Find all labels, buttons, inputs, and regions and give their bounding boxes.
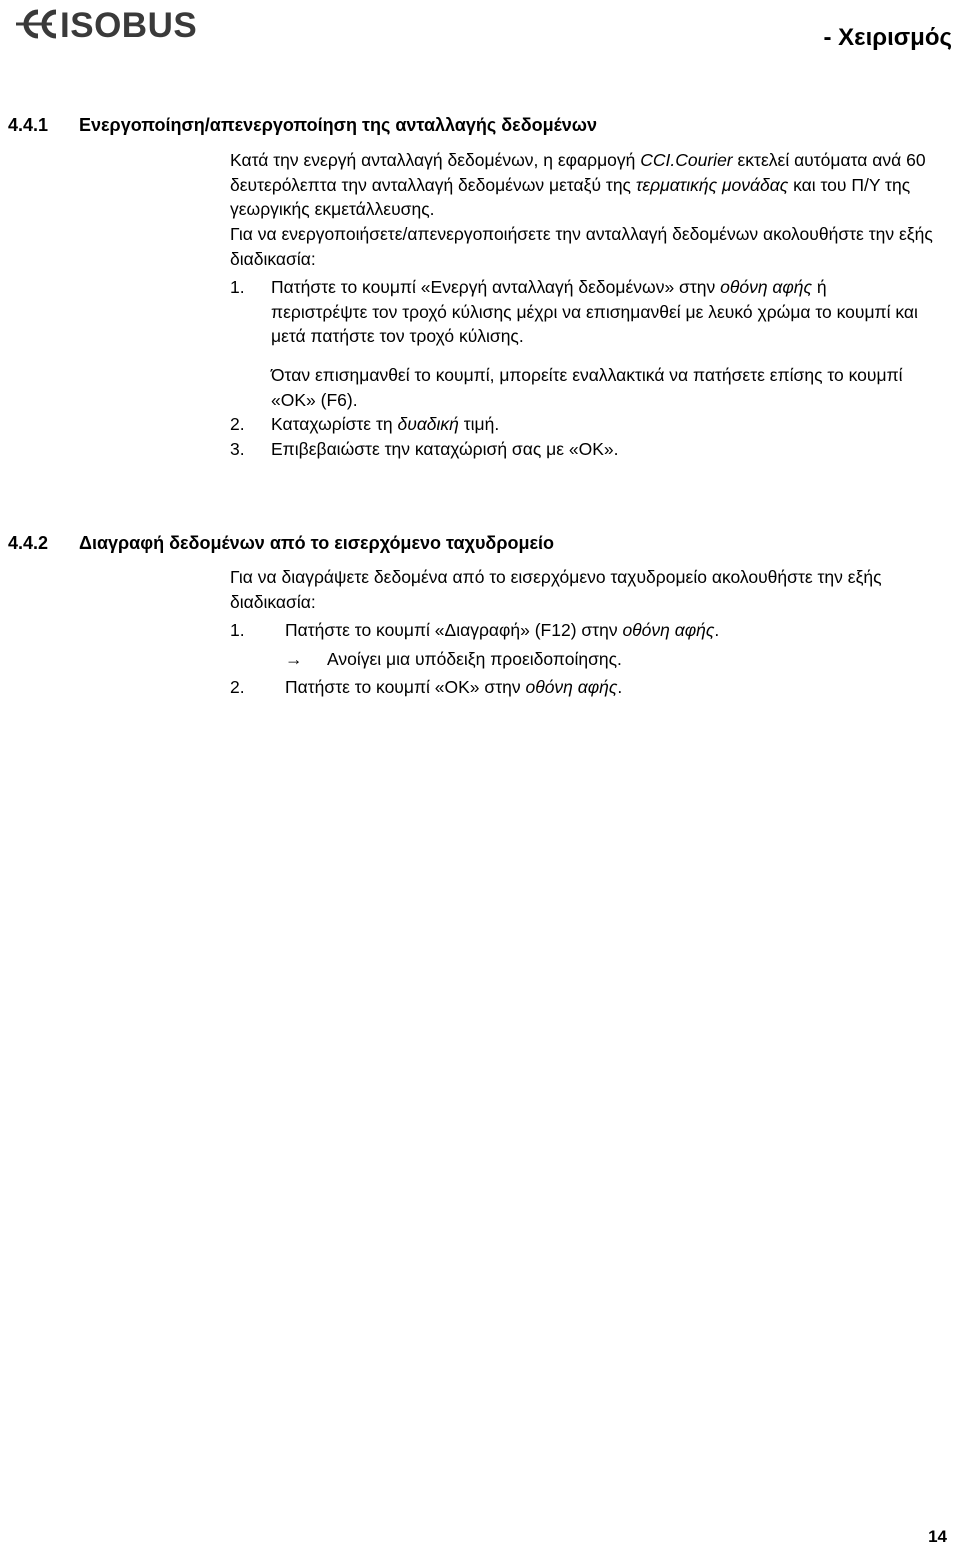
page-number: 14 xyxy=(928,1527,947,1546)
step-number: 1. xyxy=(230,620,245,640)
step-text: Πατήστε το κουμπί «OK» στην οθόνη αφής. xyxy=(285,677,623,697)
result-text: Ανοίγει μια υπόδειξη προειδοποίησης. xyxy=(327,649,622,669)
step-number: 1. xyxy=(230,277,245,297)
section-title: Ενεργοποίηση/απενεργοποίηση της ανταλλαγής δεδομένων xyxy=(79,115,597,135)
section-number: 4.4.2 xyxy=(8,533,49,553)
intro-paragraph: Κατά την ενεργή ανταλλαγή δεδομένων, η εφαρμογή CCI.Courier εκτελεί αυτόματα ανά 60 δευτερόλεπτα την ανταλλαγή δεδομένων μεταξύ της τερματικής μονάδας και του Π/Υ της γεωργικής εκμετάλλευσης. xyxy=(230,150,926,219)
procedure-intro: Για να ενεργοποιήσετε/απενεργοποιήσετε την ανταλλαγή δεδομένων ακολουθήστε την εξής διαδικασία: xyxy=(230,224,933,269)
procedure-intro: Για να διαγράψετε δεδομένα από το εισερχόμενο ταχυδρομείο ακολουθήστε την εξής διαδικασία: xyxy=(230,567,882,612)
step-number: 3. xyxy=(230,439,245,459)
section-title: Διαγραφή δεδομένων από το εισερχόμενο ταχυδρομείο xyxy=(79,533,555,553)
svg-text:ISOBUS: ISOBUS xyxy=(60,6,198,44)
step-text: Πατήστε το κουμπί «Διαγραφή» (F12) στην οθόνη αφής. xyxy=(285,620,720,640)
step-text: Πατήστε το κουμπί «Ενεργή ανταλλαγή δεδομένων» στην οθόνη αφής ή περιστρέψτε τον τροχό κύλισης μέχρι να επισημανθεί με λευκό χρώμα το κουμπί και μετά πατήστε τον τροχό κύλισης. xyxy=(271,277,918,346)
arrow-right-icon: → xyxy=(285,649,303,669)
section-number: 4.4.1 xyxy=(8,115,49,135)
ccisobus-logo xyxy=(10,4,216,44)
step-number: 2. xyxy=(230,414,245,434)
step-number: 2. xyxy=(230,677,245,697)
step-1-note: Όταν επισημανθεί το κουμπί, μπορείτε εναλλακτικά να πατήσετε επίσης το κουμπί «OK» (F6). xyxy=(271,365,903,410)
section-header-title: - Χειρισμός xyxy=(823,24,952,51)
step-text: Καταχωρίστε τη δυαδική τιμή. xyxy=(271,414,500,434)
step-text: Επιβεβαιώστε την καταχώρισή σας με «OK». xyxy=(271,439,619,459)
